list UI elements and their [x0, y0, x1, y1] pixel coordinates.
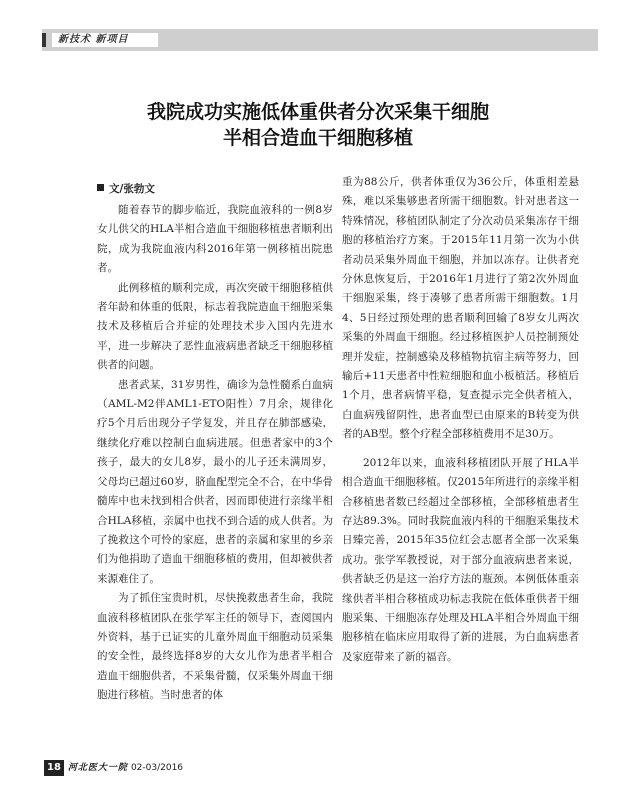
article-title-line-1: 我院成功实施低体重供者分次采集干细胞 — [146, 101, 489, 123]
journal-name: 河北医大一院 — [67, 763, 128, 773]
page-number: 18 — [44, 760, 64, 776]
header-marker — [42, 33, 46, 47]
paragraph: 2012年以来，血液科移植团队开展了HLA半相合造血干细胞移植。仅2015年所进行的亲缘半相合移植患者数已经超过全部移植，全部移植患者生存达89.3%。同时我院血液内科的干细胞采集技术日臻完善，2015年35位红会志愿者全部一次采集成功。张学军教授说，对于部分血液病患者来说，供者缺乏仍是这一治疗方法的瓶颈。本例低体重亲缘供者半相合移植成功标志我院在低体重供者干细胞采集、干细胞冻存处理及HLA半相合外周血干细胞移植在临床应用取得了新的进展，为白血病患者及家庭带来了新的福音。 — [342, 456, 579, 663]
issue-date: 02-03/2016 — [130, 763, 184, 773]
section-tag: 新技术 新项目 — [52, 33, 158, 47]
author-byline — [97, 180, 333, 199]
paragraph: 为了抓住宝贵时机，尽快挽救患者生命，我院血液科移植团队在张学军主任的领导下，查阅国内外资料，基于已证实的儿童外周血干细胞动员采集的安全性，最终选择8岁的大女儿作为患者半相合造血干细胞供者，不采集骨髓，仅采集外周血干细胞进行移植。当时患者的体 — [97, 592, 333, 702]
left-column — [97, 180, 333, 706]
byline-square-icon — [97, 184, 104, 191]
article-title — [40, 99, 596, 151]
author-name: 文/张勃文 — [109, 183, 155, 195]
section-header-bar — [42, 29, 598, 51]
paragraph: 患者武某，31岁男性，确诊为急性髓系白血病（AML-M2伴AML1-ETO阳性）7月余，规律化疗5个月后出现分子学复发，并且存在肺部感染，继续化疗难以控制白血病进展。但患者家中的3个孩子，最大的女儿8岁，最小的儿子还未满周岁，父母均已超过60岁，脐血配型完全不合，在中华骨髓库中也未找到相合供者，因而即使进行亲缘半相合HLA移植，亲属中也找不到合适的成人供者。为了挽救这个可怜的家庭，患者的亲属和家里的乡亲们为他捐助了造血干细胞移植的费用，但却被供者来源难住了。 — [97, 378, 333, 585]
article-title-line-2: 半相合造血干细胞移植 — [222, 127, 413, 149]
paragraph: 随着春节的脚步临近，我院血液科的一例8岁女儿供父的HLA半相合造血干细胞移植患者顺利出院，成为我院血液内科2016年第一例移植出院患者。 — [97, 204, 333, 275]
page-footer — [44, 760, 183, 776]
paragraph: 重为88公斤，供者体重仅为36公斤，体重相差悬殊，难以采集够患者所需干细胞数。针对患者这一特殊情况，移植团队制定了分次动员采集冻存干细胞的移植治疗方案。于2015年11月第一次为小供者动员采集外周血干细胞，并加以冻存。让供者充分休息恢复后，于2016年1月进行了第2次外周血干细胞采集，终于凑够了患者所需干细胞数。1月4、5日经过预处理的患者顺利回输了8岁女儿两次采集的外周血干细胞。经过移植医护人员控制预处理并发症，控制感染及移植物抗宿主病等努力，回输后+11天患者中性粒细胞和血小板植活。移植后1个月，患者病情平稳，复查提示完全供者植入，白血病残留阴性，患者血型已由原来的B转变为供者的AB型。整个疗程全部移植费用不足30万。 — [342, 176, 579, 441]
paragraph: 此例移植的顺利完成，再次突破干细胞移植供者年龄和体重的低限，标志着我院造血干细胞采集技术及移植后合并症的处理技术步入国内先进水平，进一步解决了恶性血液病患者缺乏干细胞移植供者的问题。 — [97, 281, 333, 372]
right-column — [342, 173, 579, 667]
